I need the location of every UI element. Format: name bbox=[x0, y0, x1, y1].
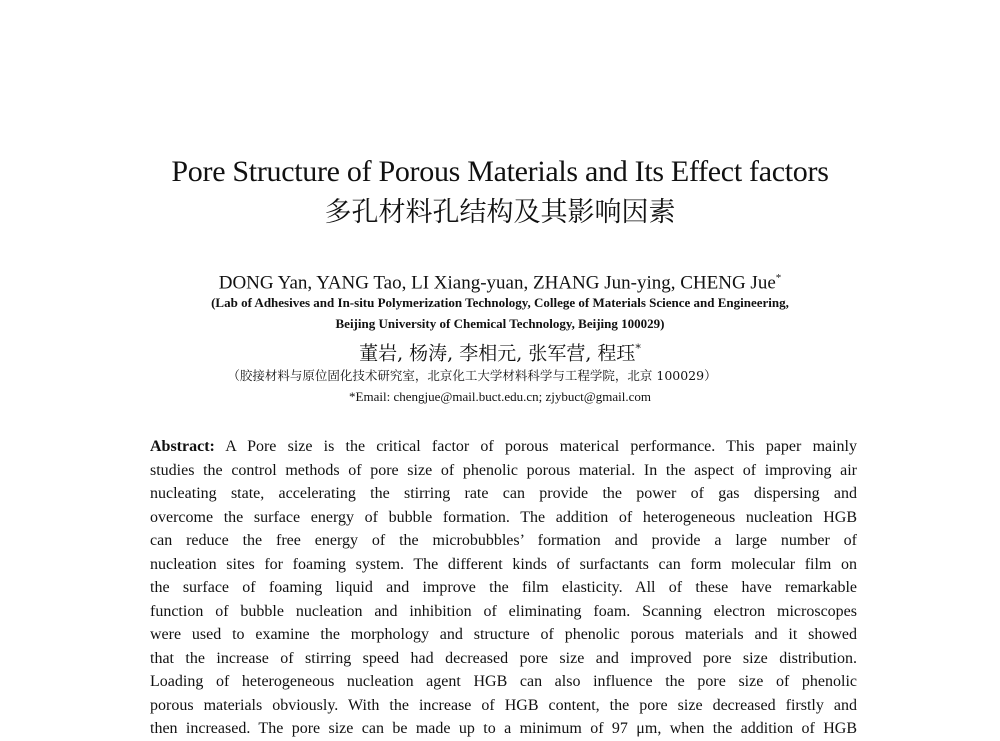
author-list-chinese bbox=[0, 336, 1000, 366]
abstract-line: studies the control methods of pore size of phenolic porous material. In the aspect of improving air bbox=[150, 461, 857, 479]
paper-title-chinese: 多孔材料孔结构及其影响因素 bbox=[324, 197, 676, 228]
abstract-line: Abstract: A Pore size is the critical factor of porous materical performance. This paper mainly bbox=[150, 438, 857, 455]
abstract-line: were used to examine the morphology and structure of phenolic porous materials and it showed bbox=[150, 626, 857, 643]
abstract-line: Loading of heterogeneous nucleation agent HGB can also influence the pore size of phenolic bbox=[150, 673, 857, 690]
contact-email: *Email: chengjue@mail.buct.edu.cn; zjybuct@gmail.com bbox=[349, 389, 651, 404]
abstract-line: nucleating state, accelerating the stirring rate can provide the power of gas dispersing and bbox=[150, 485, 857, 502]
abstract-label: Abstract: bbox=[150, 438, 215, 455]
abstract-line: overcome the surface energy of bubble formation. The addition of heterogeneous nucleation HGB bbox=[150, 508, 857, 526]
affiliation-line-1: (Lab of Adhesives and In-situ Polymerization Technology, College of Materials Science and Engineering, bbox=[211, 295, 789, 310]
abstract-line: function of bubble nucleation and inhibition of eliminating foam. Scanning electron microscopes bbox=[150, 602, 857, 620]
abstract-line: porous materials obviously. With the increase of HGB content, the pore size decreased firstly and bbox=[150, 696, 857, 714]
abstract-line: that the increase of stirring speed had decreased pore size and improved pore size distribution. bbox=[150, 649, 857, 667]
abstract-line: the surface of foaming liquid and improve the film elasticity. All of these have remarkable bbox=[150, 579, 857, 596]
author-list bbox=[0, 265, 1000, 296]
affiliation-chinese: （胶接材料与原位固化技术研究室，北京化工大学材料科学与工程学院，北京 100029） bbox=[227, 368, 717, 383]
abstract-body bbox=[150, 435, 857, 741]
author-names: DONG Yan, YANG Tao, LI Xiang-yuan, ZHANG Jun-ying, CHENG Jue bbox=[218, 272, 776, 294]
abstract-line: can reduce the free energy of the microbubbles’ formation and provide a large number of bbox=[150, 532, 857, 549]
abstract-line: nucleation sites for foaming system. The different kinds of surfactants can form molecular film on bbox=[150, 555, 857, 573]
affiliation-line-2: Beijing University of Chemical Technology, Beijing 100029) bbox=[335, 316, 665, 331]
paper-title: Pore Structure of Porous Materials and Its Effect factors bbox=[171, 155, 829, 188]
author-names-chinese: 董岩, 杨涛, 李相元, 张军营, 程珏 bbox=[359, 342, 636, 365]
corresponding-author-mark-chinese: * bbox=[635, 342, 641, 355]
corresponding-author-mark: * bbox=[775, 272, 782, 284]
abstract-line: then increased. The pore size can be made up to a minimum of 97 μm, when the addition of HGB bbox=[150, 720, 857, 737]
